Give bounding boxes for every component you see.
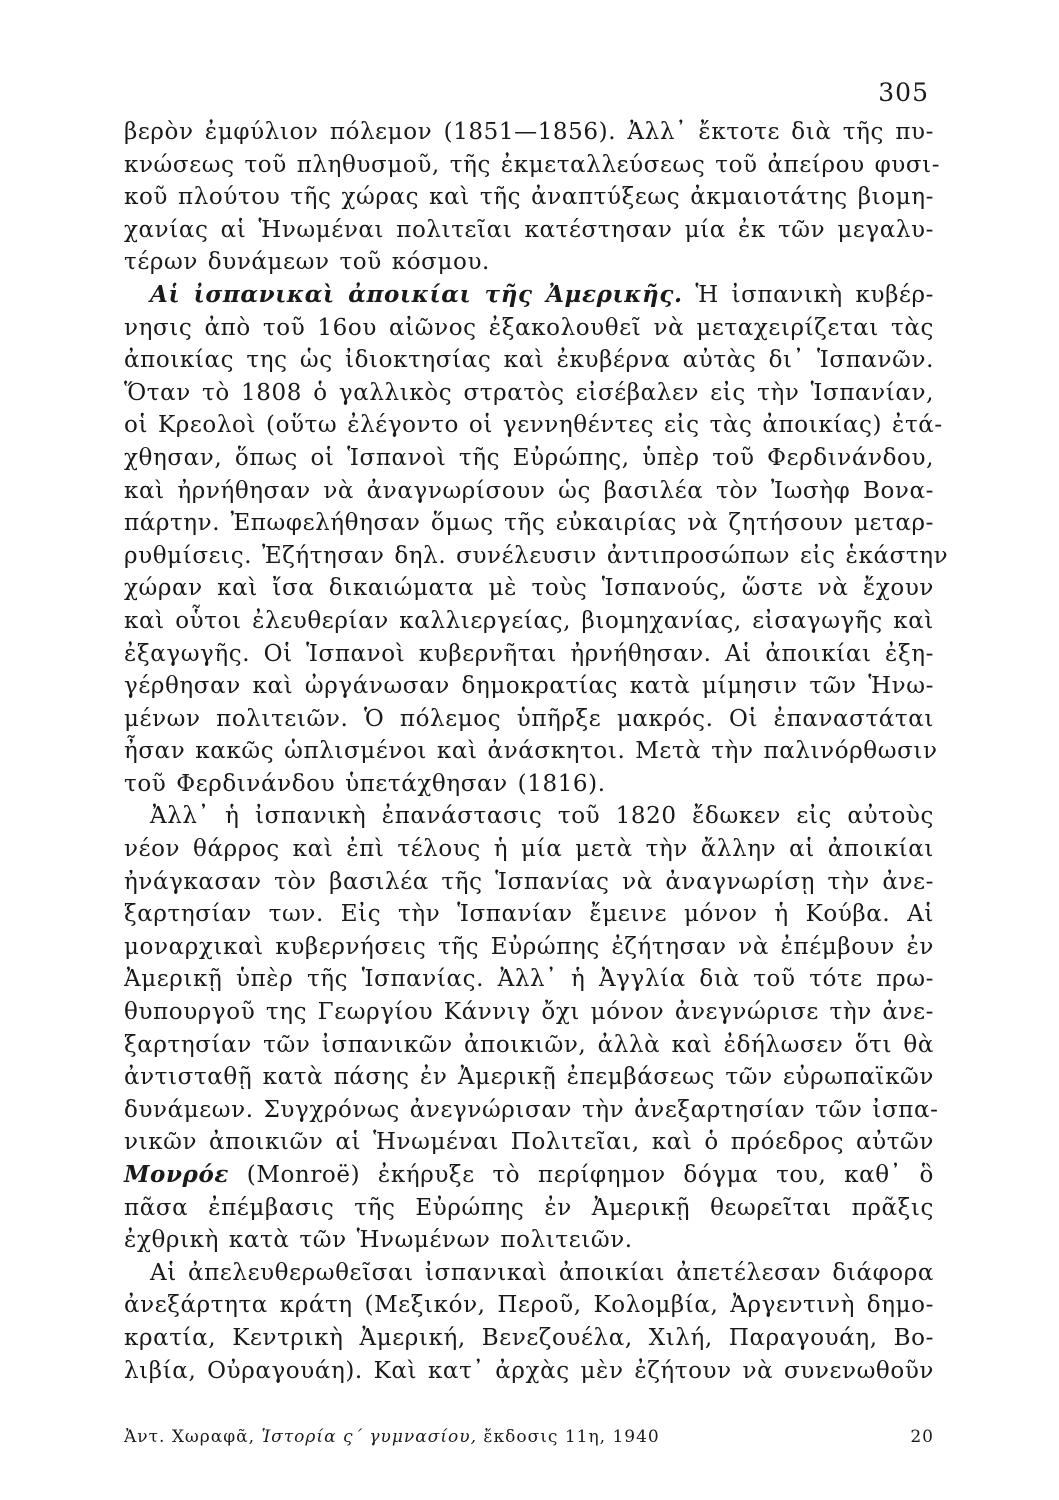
text-line: κοῦ πλούτου τῆς χώρας καὶ τῆς ἀναπτύξεως ἀκμαιοτάτης βιομη- <box>124 184 934 211</box>
footer-signature: 20 <box>910 1427 934 1447</box>
text-line: τέρων δυνάμεων τοῦ κόσμου. <box>124 249 490 276</box>
text-line: ρυθμίσεις. Ἐζήτησαν δηλ. συνέλευσιν ἀντιπροσώπων εἰς ἑκάστην <box>124 542 949 569</box>
text-line: πᾶσα ἐπέμβασις τῆς Εὐρώπης ἐν Ἀμερικῇ θεωρεῖται πρᾶξις <box>124 1194 934 1221</box>
text-line: νικῶν ἀποικιῶν αἱ Ἡνωμέναι Πολιτεῖαι, καὶ ὁ πρόεδρος αὐτῶν <box>124 1129 934 1156</box>
text-line: χανίας αἱ Ἡνωμέναι πολιτεῖαι κατέστησαν μία ἐκ τῶν μεγαλυ- <box>124 216 934 243</box>
text-line: τοῦ Φερδινάνδου ὑπετάχθησαν (1816). <box>124 770 606 797</box>
text-line: δυνάμεων. Συγχρόνως ἀνεγνώρισαν τὴν ἀνεξαρτησίαν τῶν ἰσπα- <box>124 1096 939 1123</box>
text-line: λιβία, Οὐραγουάη). Καὶ κατ᾽ ἀρχὰς μὲν ἐζήτουν νὰ συνενωθοῦν <box>124 1357 934 1384</box>
section-heading: Αἱ ἰσπανικαὶ ἀποικίαι τῆς Ἀμερικῆς. <box>150 280 683 308</box>
text-line: Ἀλλ᾽ ἡ ἰσπανικὴ ἐπανάστασις τοῦ 1820 ἔδωκεν εἰς αὐτοὺς <box>150 803 934 830</box>
text-line: Ἀμερικῇ ὑπὲρ τῆς Ἱσπανίας. Ἀλλ᾽ ἡ Ἀγγλία διὰ τοῦ τότε πρω- <box>124 966 934 993</box>
text-line: γέρθησαν καὶ ὠργάνωσαν δημοκρατίας κατὰ μίμησιν τῶν Ἡνω- <box>124 673 934 700</box>
text-line: νησις ἀπὸ τοῦ 16ου αἰῶνος ἐξακολουθεῖ νὰ μεταχειρίζεται τὰς <box>124 314 934 341</box>
footer-author: Ἀντ. Χωραφᾶ, <box>124 1427 256 1447</box>
page-number: 305 <box>878 78 929 107</box>
text-line: ἐξαγωγῆς. Οἱ Ἱσπανοὶ κυβερνῆται ἠρνήθησαν. Αἱ ἀποικίαι ἐξη- <box>124 640 934 667</box>
page-footer <box>124 1427 934 1447</box>
text-line: οἱ Κρεολοὶ (οὕτω ἐλέγοντο οἱ γεννηθέντες εἰς τὰς ἀποικίας) ἐτά- <box>124 412 943 439</box>
text-line: ξαρτησίαν τῶν ἰσπανικῶν ἀποικιῶν, ἀλλὰ καὶ ἐδήλωσεν ὅτι θὰ <box>124 1031 934 1058</box>
monroe-name: Μονρόε <box>124 1161 229 1188</box>
text-line: καὶ οὗτοι ἐλευθερίαν καλλιεργείας, βιομηχανίας, εἰσαγωγῆς καὶ <box>124 607 934 634</box>
footer-edition: ἔκδοσις 11η, 1940 <box>483 1427 660 1447</box>
text-line: μένων πολιτειῶν. Ὁ πόλεμος ὑπῆρξε μακρός. Οἱ ἐπαναστάται <box>124 705 934 732</box>
text-line: βερὸν ἐμφύλιον πόλεμον (1851—1856). Ἀλλ᾽ ἔκτοτε διὰ τῆς πυ- <box>124 119 934 145</box>
monroe-line <box>124 1159 934 1192</box>
text-line: ξαρτησίαν των. Εἰς τὴν Ἱσπανίαν ἔμεινε μόνον ἡ Κούβα. Αἱ <box>124 901 934 928</box>
text-line: θυπουργοῦ της Γεωργίου Κάννιγ ὄχι μόνον ἀνεγνώρισε τὴν ἀνε- <box>124 999 934 1026</box>
monroe-line-rest: (Monroë) ἐκήρυξε τὸ περίφημον δόγμα του, καθ᾽ ὃ <box>228 1162 934 1188</box>
section-heading-line <box>124 279 934 312</box>
text-line: ἦσαν κακῶς ὡπλισμένοι καὶ ἀνάσκητοι. Μετὰ τὴν παλινόρθωσιν <box>124 738 938 765</box>
text-line: ἐχθρικὴ κατὰ τῶν Ἡνωμένων πολιτειῶν. <box>124 1227 633 1254</box>
text-line: ἀνεξάρτητα κράτη (Μεξικόν, Περοῦ, Κολομβία, Ἀργεντινὴ δημο- <box>124 1292 934 1319</box>
footer-citation <box>124 1427 660 1447</box>
text-line: κνώσεως τοῦ πληθυσμοῦ, τῆς ἐκμεταλλεύσεως τοῦ ἀπείρου φυσι- <box>124 151 941 178</box>
text-line: κρατία, Κεντρικὴ Ἀμερική, Βενεζουέλα, Χιλή, Παραγουάη, Βο- <box>124 1324 934 1351</box>
body-text <box>124 116 949 1387</box>
text-line: χώραν καὶ ἴσα δικαιώματα μὲ τοὺς Ἱσπανούς, ὥστε νὰ ἔχουν <box>124 575 934 602</box>
text-line: πάρτην. Ἐπωφελήθησαν ὅμως τῆς εὐκαιρίας νὰ ζητήσουν μεταρ- <box>124 510 934 537</box>
text-line: ἠνάγκασαν τὸν βασιλέα τῆς Ἱσπανίας νὰ ἀναγνωρίσῃ τὴν ἀνε- <box>124 868 934 895</box>
text-line: ἀντισταθῇ κατὰ πάσης ἐν Ἀμερικῇ ἐπεμβάσεως τῶν εὐρωπαϊκῶν <box>124 1064 934 1091</box>
text-line: Ὅταν τὸ 1808 ὁ γαλλικὸς στρατὸς εἰσέβαλεν εἰς τὴν Ἱσπανίαν, <box>124 379 934 406</box>
text-line: μοναρχικαὶ κυβερνήσεις τῆς Εὐρώπης ἐζήτησαν νὰ ἐπέμβουν ἐν <box>124 933 934 960</box>
text-line: νέον θάρρος καὶ ἐπὶ τέλους ἡ μία μετὰ τὴν ἄλλην αἱ ἀποικίαι <box>124 836 934 863</box>
heading-line-rest: Ἡ ἰσπανικὴ κυβέρ- <box>682 281 935 308</box>
footer-title: Ἱστορία ς΄ γυμνασίου, <box>261 1427 477 1447</box>
text-line: Αἱ ἀπελευθερωθεῖσαι ἰσπανικαὶ ἀποικίαι ἀπετέλεσαν διάφορα <box>150 1259 934 1286</box>
text-line: χθησαν, ὅπως οἱ Ἱσπανοὶ τῆς Εὐρώπης, ὑπὲρ τοῦ Φερδινάνδου, <box>124 444 934 471</box>
text-line: ἀποικίας της ὡς ἰδιοκτησίας καὶ ἐκυβέρνα αὐτὰς δι᾽ Ἱσπανῶν. <box>124 347 934 374</box>
text-line: καὶ ἠρνήθησαν νὰ ἀναγνωρίσουν ὡς βασιλέα τὸν Ἰωσὴφ Βονα- <box>124 477 934 504</box>
